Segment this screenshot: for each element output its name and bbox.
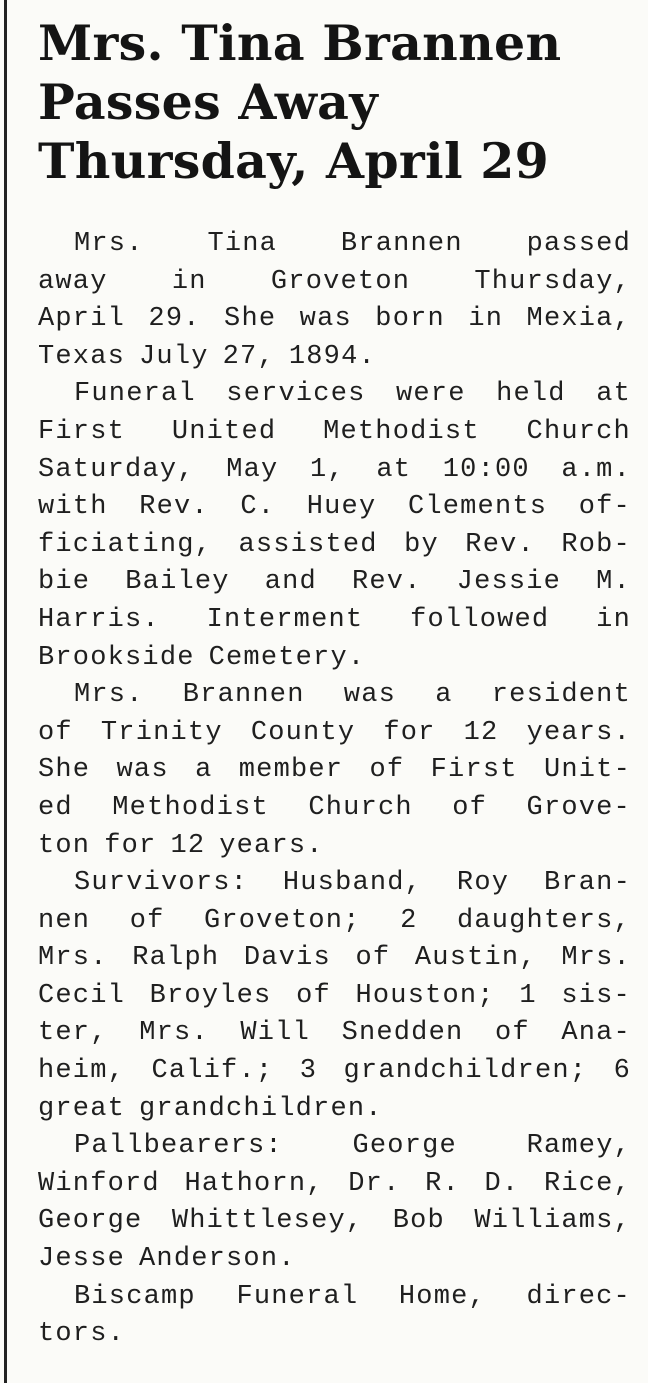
article-line: Mrs. Ralph Davis of Austin, Mrs. (38, 943, 631, 974)
headline-line: Passes Away (38, 73, 379, 131)
article-body (38, 226, 631, 1354)
article-line: ter, Mrs. Will Snedden of Ana- (38, 1018, 631, 1049)
article-line: ed Methodist Church of Grove- (38, 792, 631, 823)
article-line: Cecil Broyles of Houston; 1 sis- (38, 980, 631, 1011)
column-rule (4, 0, 7, 1383)
article-line: nen of Groveton; 2 daughters, (38, 905, 631, 936)
article-paragraph (38, 226, 631, 376)
article-line: Mrs. Tina Brannen passed (74, 229, 631, 259)
article-line: Jesse Anderson. (38, 1244, 296, 1275)
article-line: of Trinity County for 12 years. (38, 717, 631, 748)
article-line: ficiating, assisted by Rev. Rob- (38, 529, 631, 560)
article-line: Pallbearers: George Ramey, (74, 1131, 631, 1162)
article-line: Survivors: Husband, Roy Bran- (74, 868, 631, 899)
article-line: She was a member of First Unit- (38, 755, 631, 786)
article-line: Funeral services were held at (74, 379, 631, 410)
article-line: heim, Calif.; 3 grandchildren; 6 (38, 1056, 631, 1087)
article-line: Texas July 27, 1894. (38, 341, 376, 372)
article-paragraph (38, 677, 631, 865)
article-line: ton for 12 years. (38, 830, 324, 861)
article-line: Winford Hathorn, Dr. R. D. Rice, (38, 1168, 631, 1199)
article-paragraph (38, 1128, 631, 1278)
article-line: away in Groveton Thursday, (38, 266, 631, 297)
headline-line: Thursday, April 29 (38, 132, 549, 190)
article-line: bie Bailey and Rev. Jessie M. (38, 567, 631, 598)
newspaper-clipping (30, 0, 630, 1383)
article-paragraph (38, 1279, 631, 1354)
article-paragraph (38, 376, 631, 677)
headline-line: Mrs. Tina Brannen (38, 14, 562, 72)
article-line: tors. (38, 1319, 126, 1350)
article-line: with Rev. C. Huey Clements of- (38, 492, 631, 523)
article-line: First United Methodist Church (38, 416, 631, 447)
article-line: Brookside Cemetery. (38, 642, 366, 673)
article-line: Harris. Interment followed in (38, 604, 631, 635)
article-paragraph (38, 865, 631, 1128)
article-line: George Whittlesey, Bob Williams, (38, 1206, 631, 1237)
article-line: Mrs. Brannen was a resident (74, 680, 631, 711)
article-line: great grandchildren. (38, 1093, 383, 1124)
article-line: Saturday, May 1, at 10:00 a.m. (38, 454, 631, 485)
article-line: Biscamp Funeral Home, direc- (74, 1281, 631, 1312)
article-line: April 29. She was born in Mexia, (38, 304, 631, 335)
headline (38, 14, 628, 191)
